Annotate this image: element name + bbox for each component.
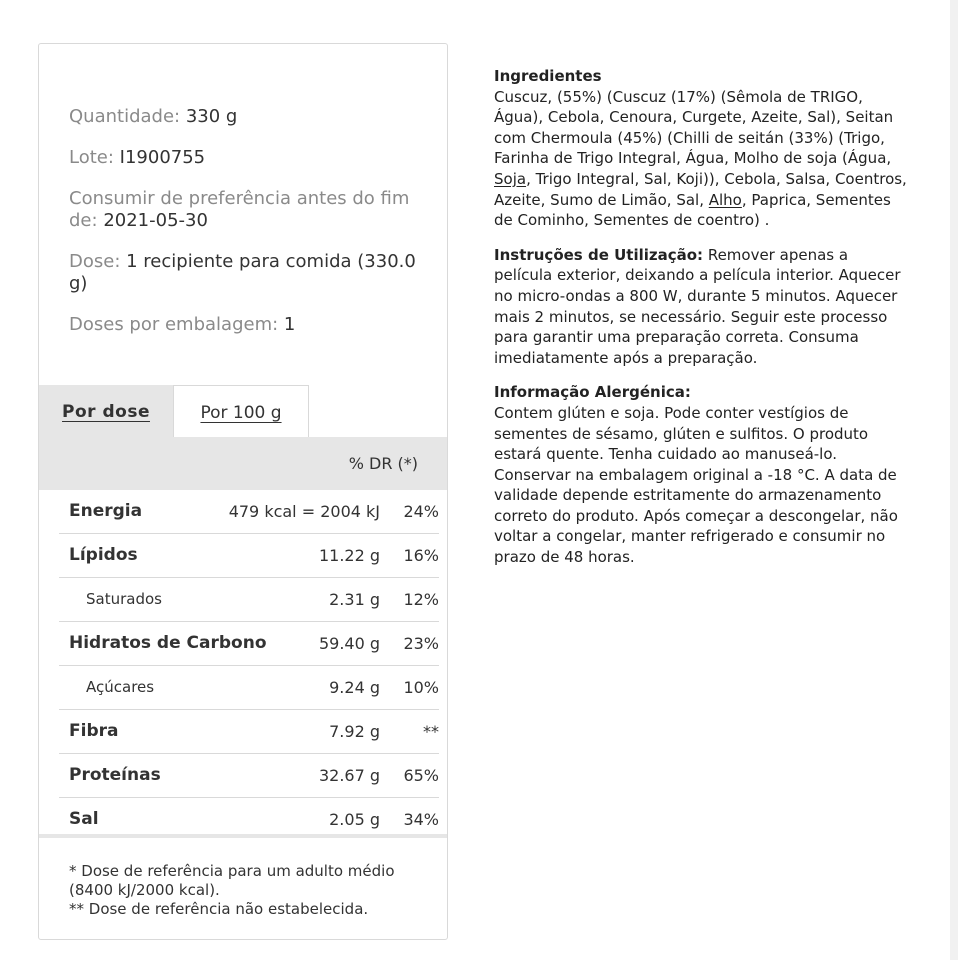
table-row: [59, 490, 439, 534]
scrollbar-track[interactable]: [950, 0, 958, 960]
instructions-title: Instruções de Utilização:: [494, 245, 704, 264]
allergen-soja: Soja: [494, 169, 527, 188]
nutrient-pct: 24%: [403, 502, 439, 521]
nutrient-name: Proteínas: [69, 765, 161, 785]
table-bottom-divider: [39, 834, 447, 838]
nutrient-name: Saturados: [86, 590, 162, 608]
dose-row: [69, 251, 419, 295]
best-before-value: 2021-05-30: [103, 210, 208, 231]
lot-value: I1900755: [119, 147, 206, 168]
nutrient-name: Lípidos: [69, 545, 138, 565]
allergen-alho: Alho: [708, 190, 742, 209]
quantity-row: [69, 106, 419, 128]
nutrient-amount: 59.40 g: [318, 634, 380, 653]
quantity-value: 330 g: [185, 106, 238, 127]
product-info: [69, 106, 419, 355]
footnote-reference-dose: * Dose de referência para um adulto médio (8400 kJ/2000 kcal).: [69, 862, 395, 899]
nutrient-amount: 9.24 g: [329, 678, 380, 697]
table-row: [59, 754, 439, 798]
product-details: [494, 66, 910, 582]
quantity-label: Quantidade:: [69, 106, 181, 127]
nutrition-table: [39, 490, 447, 841]
nutrient-amount: 32.67 g: [318, 766, 380, 785]
ingredients-text-c: , Paprica, Sementes de Cominho, Sementes de coentro) .: [494, 190, 891, 230]
best-before-row: [69, 188, 419, 232]
nutrient-pct: 10%: [403, 678, 439, 697]
table-row: [59, 578, 439, 622]
table-header: [39, 437, 447, 490]
nutrient-amount: 2.05 g: [329, 810, 380, 829]
nutrient-amount: 2.31 g: [329, 590, 380, 609]
dose-value: 1 recipiente para comida (330.0 g): [69, 251, 416, 294]
nutrient-pct: 12%: [403, 590, 439, 609]
ingredients-text-a: Cuscuz, (55%) (Cuscuz (17%) (Sêmola de TRIGO, Água), Cebola, Cenoura, Curgete, Azeite, Sal), Seitan com Chermoula (45%) (Chilli de seitán (33%) (Trigo, Farinha de Trigo Integral, Água, Molho de soja (Água,: [494, 87, 894, 168]
nutrient-amount: 7.92 g: [329, 722, 380, 741]
table-row: [59, 710, 439, 754]
nutrient-name: Energia: [69, 501, 143, 521]
dose-label: Dose:: [69, 251, 121, 272]
header-pct-dr: % DR (*): [348, 454, 418, 473]
footnote-not-established: ** Dose de referência não estabelecida.: [69, 900, 369, 918]
nutrient-amount: 11.22 g: [318, 546, 380, 565]
nutrient-pct: 16%: [403, 546, 439, 565]
allergen-info-title: Informação Alergénica:: [494, 383, 691, 402]
lot-row: [69, 147, 419, 169]
nutrient-pct: **: [423, 722, 439, 741]
allergen-info-text: Contem glúten e soja. Pode conter vestígios de sementes de sésamo, glúten e sulfitos. O produto estará quente. Tenha cuidado ao manuseá-lo. Conservar na embalagem original a -18 °C. A data de validade depende estritamente do armazenamento correto do produto. Após começar a descongelar, não voltar a congelar, manter refrigerado e consumir no prazo de 48 horas.: [494, 403, 898, 567]
ingredients-title: Ingredientes: [494, 67, 602, 85]
nutrition-card: [38, 43, 448, 940]
doses-row: [69, 314, 419, 336]
ingredients-text-b: , Trigo Integral, Sal, Koji)), Cebola, Salsa, Coentros, Azeite, Sumo de Limão, Sal,: [494, 169, 907, 209]
nutrition-tabs: [39, 385, 447, 437]
instructions-text: Remover apenas a película exterior, deixando a película interior. Aquecer no micro-ondas a 800 W, durante 5 minutos. Aquecer mais 2 minutos, se necessário. Seguir este processo para garantir uma preparação correta. Consuma imediatamente após a preparação.: [494, 245, 901, 367]
doses-value: 1: [283, 314, 296, 335]
nutrient-name: Sal: [69, 809, 99, 829]
nutrient-pct: 65%: [403, 766, 439, 785]
nutrient-pct: 23%: [403, 634, 439, 653]
tab-per-dose[interactable]: Por dose: [39, 385, 173, 437]
nutrient-name: Hidratos de Carbono: [69, 633, 267, 653]
table-row: [59, 534, 439, 578]
lot-label: Lote:: [69, 147, 114, 168]
table-row: [59, 666, 439, 710]
instructions-section: [494, 245, 910, 369]
tab-per-100g[interactable]: Por 100 g: [173, 385, 309, 437]
best-before-label: Consumir de preferência antes do fim de:: [69, 188, 410, 231]
doses-label: Doses por embalagem:: [69, 314, 279, 335]
nutrient-amount: 479 kcal = 2004 kJ: [228, 502, 380, 521]
table-row: [59, 622, 439, 666]
nutrient-pct: 34%: [403, 810, 439, 829]
ingredients-section: [494, 66, 910, 231]
nutrient-name: Açúcares: [86, 678, 155, 696]
nutrient-name: Fibra: [69, 721, 119, 741]
allergen-info-section: [494, 382, 910, 567]
footnotes: [69, 862, 419, 919]
